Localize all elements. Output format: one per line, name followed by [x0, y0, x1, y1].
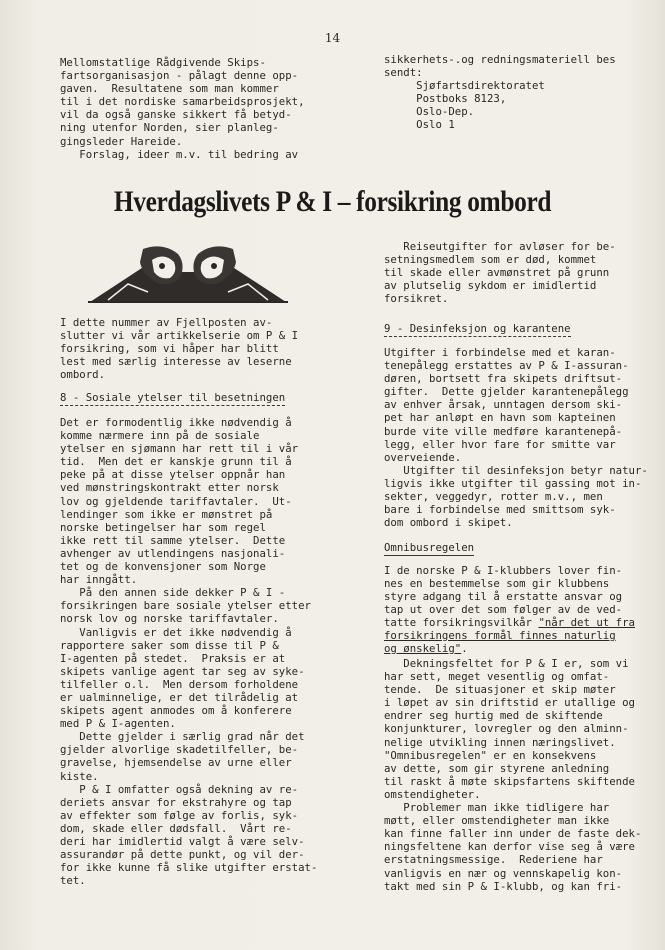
text-line: til skade eller avmønstret på grunn: [384, 266, 610, 280]
text-line: erstatningsmessige. Rederiene har: [384, 853, 603, 867]
text-line: ligvis ikke utgifter til gassing mot in-: [384, 476, 642, 490]
text-line: lov og gjeldende tariffavtaler. Ut-: [60, 494, 292, 508]
text-line: dom ombord i skipet.: [384, 516, 513, 530]
section-8-heading: 8 - Sosiale ytelser til besetningen: [60, 391, 286, 404]
section-9-body: [384, 346, 648, 529]
text-line: gjelder alvorlige skadetilfeller, be-: [60, 743, 299, 757]
text-line: Utgifter i forbindelse med et karan-: [384, 346, 616, 359]
text-line: Postboks 8123,: [384, 92, 507, 106]
omnibus-quote-line-2: forsikringens formål finnes naturlig: [384, 629, 616, 642]
omnibus-quote-prefix: tatte forsikringsvilkår: [384, 616, 539, 629]
text-line: setningsmedlem som er død, kommet: [384, 253, 597, 267]
text-line: avhenger av utlendingens nasjonali-: [60, 546, 286, 560]
text-line: pet har anløpt en havn som kapteinen: [384, 411, 616, 425]
text-line: har sett, meget vesentlig og omfat-: [384, 670, 610, 684]
text-line: av effekter som følge av forlis, syk-: [60, 808, 299, 822]
text-line: gifter. Dette gjelder karantenepålegg: [384, 385, 629, 399]
text-line: gaven. Resultatene som man kommer: [60, 82, 279, 96]
text-line: Forslag, ideer m.v. til bedring av: [60, 147, 299, 161]
text-line: ningsfeltene kan derfor vise seg å være: [384, 840, 635, 854]
text-line: av plutselig sykdom er imidlertid: [384, 279, 597, 293]
text-line: assurandør på dette punkt, og vil der-: [60, 848, 305, 862]
text-line: tende. De situasjoner et skip møter: [384, 683, 616, 697]
text-line: tet og de konvensjoner som Norge: [60, 560, 266, 574]
text-line: fartsorganisasjon - pålagt denne opp-: [60, 69, 299, 83]
text-line: for ikke kunne få slike utgifter erstat-: [60, 861, 318, 875]
text-line: forsikring, som vi håper har blitt: [60, 342, 279, 356]
top-left-column: [60, 56, 305, 161]
text-line: Reiseutgifter for avløser for be-: [384, 240, 616, 253]
text-line: Vanligvis er det ikke nødvendig å: [60, 625, 292, 639]
text-line: I dette nummer av Fjellposten av-: [60, 316, 273, 329]
omnibus-quote-line-1: [384, 616, 635, 629]
text-line: konjunkturer, lovregler og den alminn-: [384, 722, 629, 736]
text-line: sikkerhets-.og redningsmateriell bes: [384, 53, 616, 66]
intro-paragraph: [60, 316, 298, 381]
text-line: Utgifter til desinfeksjon betyr natur-: [384, 463, 648, 477]
text-line: ytelser en sjømann har rett til i vår: [60, 442, 299, 456]
omnibus-quote-end: .: [461, 642, 468, 655]
text-line: I de norske P & I-klubbers lover fin-: [384, 564, 623, 577]
section-8-body: [60, 416, 317, 887]
text-line: vil da også ganske sikkert få betyd-: [60, 108, 292, 122]
text-line: møtt, eller omstendigheter man ikke: [384, 814, 610, 828]
text-line: Dette gjelder i særlig grad når det: [60, 730, 305, 744]
text-line: gingsleder Hareide.: [60, 134, 183, 148]
article-headline: Hverdagslivets P & I – forsikring ombord: [113, 186, 552, 218]
text-line: tid. Men det er kanskje grunn til å: [60, 455, 292, 469]
text-line: Oslo 1: [384, 118, 455, 132]
text-line: burde vite ville medføre karantenepå-: [384, 424, 623, 438]
text-line: nelige utvikling innen næringslivet.: [384, 735, 616, 749]
text-line: til raskt å møte skipsfartens skiftende: [384, 774, 635, 788]
right-intro-paragraph: [384, 240, 616, 305]
text-line: Det er formodentlig ikke nødvendig å: [60, 416, 292, 429]
text-line: deriets ansvar for ekstrahyre og tap: [60, 795, 292, 809]
text-line: slutter vi vår artikkelserie om P & I: [60, 329, 299, 343]
text-line: "Omnibusregelen" er en konsekvens: [384, 748, 597, 762]
text-line: kan finne faller inn under de faste dek-: [384, 827, 642, 841]
handshake-cartoon-illustration: [88, 244, 288, 304]
text-line: kiste.: [60, 769, 99, 783]
text-line: skipets vanlige agent tar seg av syke-: [60, 664, 305, 678]
text-line: I-agenten på stedet. Praksis er at: [60, 651, 286, 665]
text-line: lest med særlig interesse av leserne: [60, 355, 292, 369]
text-line: vanligvis en nær og vennskapelig kon-: [384, 866, 623, 880]
page-number: 14: [324, 31, 341, 45]
text-line: bare i forbindelse med smittsom syk-: [384, 503, 616, 517]
text-line: Oslo-Dep.: [384, 105, 475, 119]
text-line: På den annen side dekker P & I -: [60, 586, 286, 600]
text-line: Problemer man ikke tidligere har: [384, 801, 610, 815]
text-line: tenepålegg erstattes av P & I-assuran-: [384, 359, 629, 373]
text-line: P & I omfatter også dekning av re-: [60, 782, 299, 796]
section-9-heading: 9 - Desinfeksjon og karantene: [384, 322, 571, 335]
text-line: ning utenfor Norden, sier planleg-: [60, 121, 279, 135]
text-line: gravelse, hjemsendelse av urne eller: [60, 756, 292, 770]
text-line: ved mønstringskontrakt etter norsk: [60, 481, 279, 495]
text-line: sekter, veggedyr, rotter m.v., men: [384, 490, 603, 504]
text-line: er ualminnelige, er det tilrådelig at: [60, 690, 299, 704]
omnibus-heading: Omnibusregelen: [384, 541, 475, 554]
omnibus-quote-c: og ønskelig": [384, 642, 462, 655]
text-line: nes en bestemmelse som gir klubbens: [384, 577, 610, 591]
text-line: komme nærmere inn på de sosiale: [60, 429, 260, 443]
text-line: styre adgang til å erstatte ansvar og: [384, 590, 623, 604]
text-line: til i det nordiske samarbeidsprosjekt,: [60, 95, 305, 109]
text-line: dom, skade eller dødsfall. Vårt re-: [60, 821, 292, 835]
text-line: forsikret.: [384, 292, 449, 306]
text-line: rapportere saker som disse til P &: [60, 638, 279, 652]
text-line: overveiende.: [384, 450, 462, 464]
text-line: lendinger som ikke er mønstret på: [60, 507, 273, 521]
omnibus-quote-line-3: [384, 642, 468, 655]
text-line: forsikringen bare sosiale ytelser etter: [60, 599, 311, 613]
text-line: Mellomstatlige Rådgivende Skips-: [60, 56, 266, 69]
text-line: skipets agent anmodes om å konferere: [60, 704, 292, 718]
omnibus-quote-a: "når det ut fra: [538, 616, 635, 629]
text-line: Sjøfartsdirektoratet: [384, 79, 545, 93]
text-line: av dette, som gir styrene anledning: [384, 761, 610, 775]
top-right-column: [384, 53, 616, 132]
text-line: med P & I-agenten.: [60, 717, 176, 731]
text-line: tet.: [60, 874, 86, 888]
omnibus-body-b: [384, 657, 641, 893]
omnibus-body-a: [384, 564, 622, 616]
text-line: ikke rett til samme ytelser. Dette: [60, 533, 286, 547]
text-line: tilfeller o.l. Men dersom forholdene: [60, 677, 299, 691]
text-line: peke på at disse ytelser oppnår han: [60, 468, 286, 482]
text-line: endrer seg hurtig med de skiftende: [384, 709, 603, 723]
text-line: takt med sin P & I-klubb, og kan fri-: [384, 879, 623, 893]
text-line: omstendigheter.: [384, 787, 481, 801]
text-line: legg, eller hvor fare for smitte var: [384, 437, 616, 451]
text-line: av enhver årsak, unntagen dersom ski-: [384, 398, 623, 412]
text-line: sendt:: [384, 66, 423, 80]
text-line: har inngått.: [60, 573, 138, 587]
text-line: norsk lov og norske tariffavtaler.: [60, 612, 279, 626]
text-line: ombord.: [60, 368, 106, 382]
text-line: døren, bortsett fra skipets driftsut-: [384, 372, 623, 386]
text-line: i løpet av sin driftstid er utallige og: [384, 696, 635, 710]
text-line: tap ut over det som følger av de ved-: [384, 603, 623, 617]
text-line: deri har imidlertid valgt å være selv-: [60, 835, 305, 848]
text-line: Dekningsfeltet for P & I er, som vi: [384, 657, 629, 670]
text-line: norske betingelser har som regel: [60, 520, 266, 534]
